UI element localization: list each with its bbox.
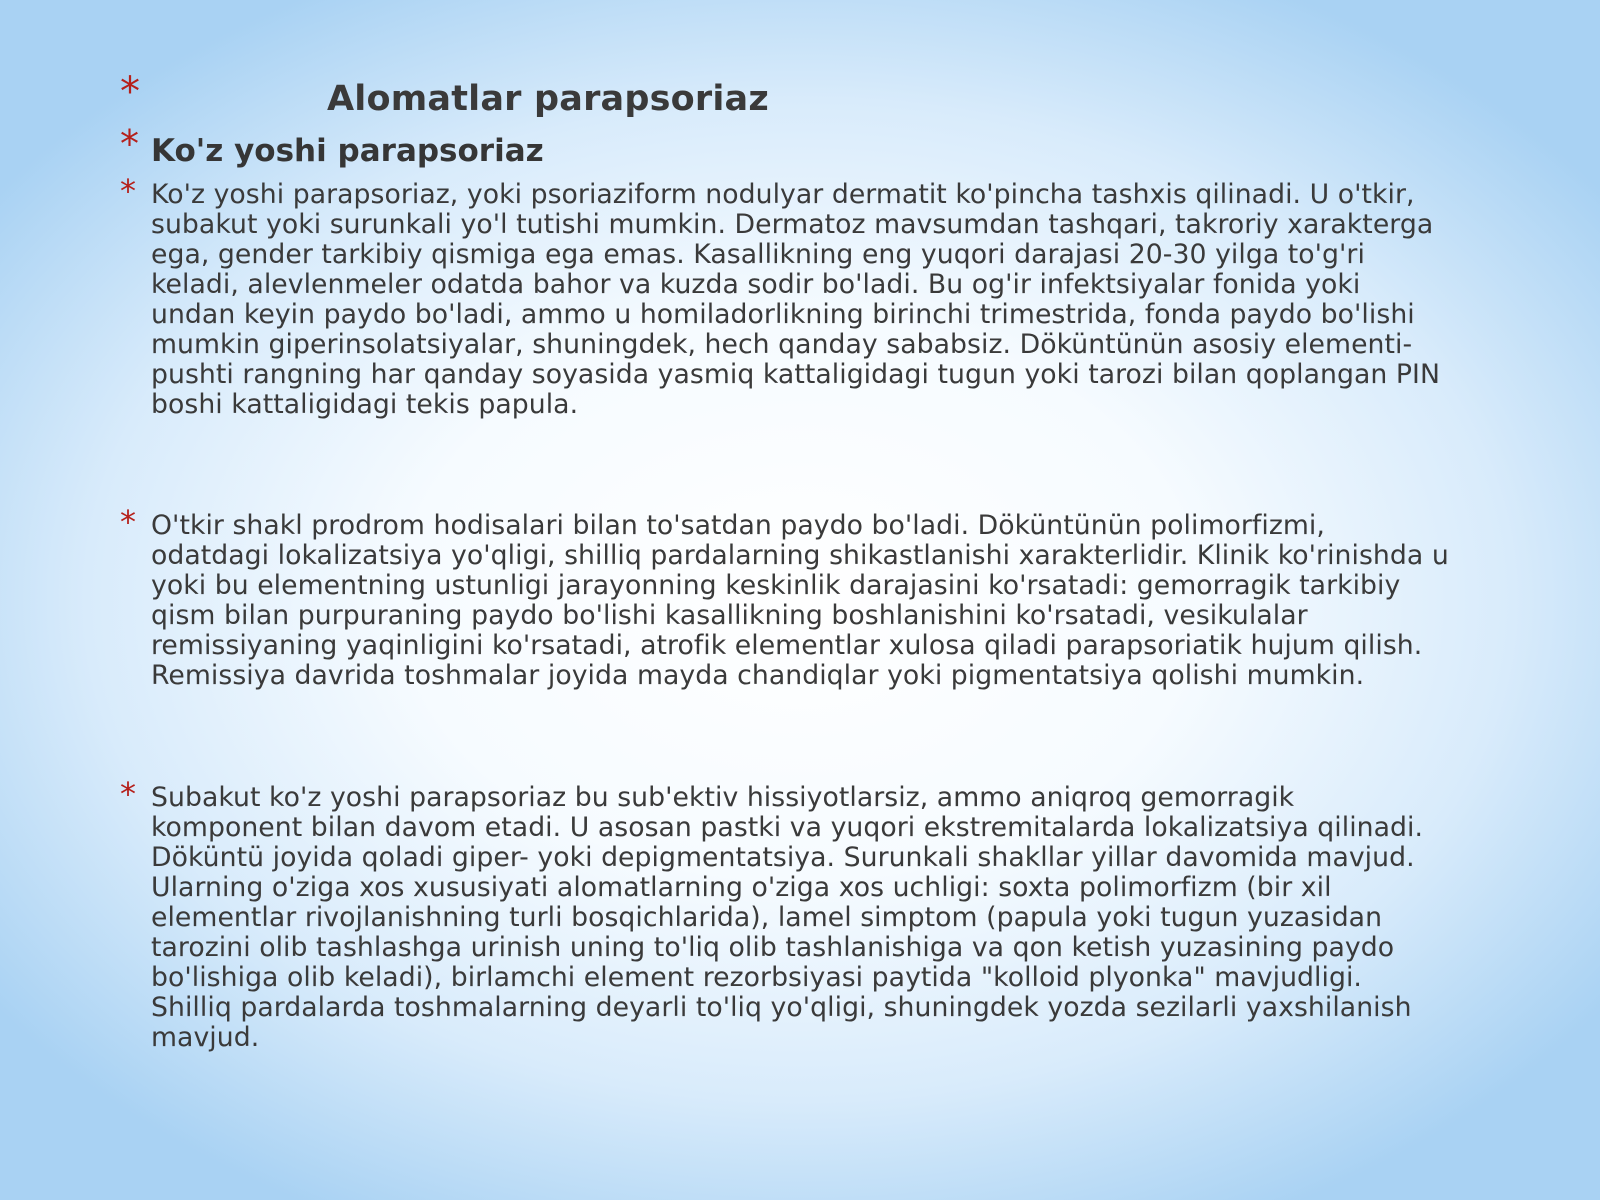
bullet-star-icon: * <box>120 503 136 541</box>
slide-subtitle: Ko'z yoshi parapsoriaz <box>151 133 544 169</box>
bullet-star-icon: * <box>120 172 136 210</box>
paragraph-item <box>120 504 1450 734</box>
paragraph-text: Subakut ko'z yoshi parapsoriaz bu sub'ektiv hissiyotlarsiz, ammo aniqroq gemorragik komponent bilan davom etadi. U asosan pastki va yuqori ekstremitalarda lokalizatsiya qilinadi. Döküntü joyida qoladi giper- yoki depigmentatsiya. Surunkali shakllar yillar davomida mavjud. Ularning o'ziga xos xususiyati alomatlarning o'ziga xos uchligi: soxta polimorfizm (bir xil elementlar rivojlanishning turli bosqichlarida), lamel simptom (papula yoki tugun yuzasidan tarozini olib tashlashga urinish uning to'liq olib tashlanishiga va qon ketish yuzasining paydo bo'lishiga olib keladi), birlamchi element rezorbsiyasi paytida "kolloid plyonka" mavjudligi. Shilliq pardalarda toshmalarning deyarli to'liq yo'qligi, shuningdek yozda sezilarli yaxshilanish mavjud. <box>151 782 1424 1053</box>
title-item <box>120 69 1450 122</box>
paragraph-text: O'tkir shakl prodrom hodisalari bilan to'satdan paydo bo'ladi. Döküntünün polimorfizmi, odatdagi lokalizatsiya yo'qligi, shilliq pardalarning shikastlanishi xarakterlidir. Klinik ko'rinishda u yoki bu elementning ustunligi jarayonning keskinlik darajasini ko'rsatadi: gemorragik tarkibiy qism bilan purpuraning paydo bo'lishi kasallikning boshlanishini ko'rsatadi, vesikulalar remissiyaning yaqinligini ko'rsatadi, atrofik elementlar xulosa qiladi parapsoriatik hujum qilish. Remissiya davrida toshmalar joyida mayda chandiqlar yoki pigmentatsiya qolishi mumkin. <box>151 510 1449 691</box>
subtitle-item <box>120 122 1450 171</box>
bullet-star-icon: * <box>120 69 140 115</box>
slide-title: Alomatlar parapsoriaz <box>327 79 769 119</box>
bullet-star-icon: * <box>120 122 139 166</box>
paragraph-text: Ko'z yoshi parapsoriaz, yoki psoriaziform nodulyar dermatit ko'pincha tashxis qilinadi. U o'tkir, subakut yoki surunkali yo'l tutishi mumkin. Dermatoz mavsumdan tashqari, takroriy xarakterga ega, gender tarkibiy qismiga ega emas. Kasallikning eng yuqori darajasi 20-30 yilga to'g'ri keladi, alevlenmeler odatda bahor va kuzda sodir bo'ladi. Bu og'ir infektsiyalar fonida yoki undan keyin paydo bo'ladi, ammo u homiladorlikning birinchi trimestrida, fonda paydo bo'lishi mumkin giperinsolatsiyalar, shuningdek, hech qanday sababsiz. Döküntünün asosiy elementi-pushti rangning har qanday soyasida yasmiq kattaligidagi tugun yoki tarozi bilan qoplangan PIN boshi kattaligidagi tekis papula. <box>151 179 1440 420</box>
bullet-star-icon: * <box>120 775 136 813</box>
paragraph-item <box>120 173 1450 458</box>
paragraph-item <box>120 776 1450 1066</box>
